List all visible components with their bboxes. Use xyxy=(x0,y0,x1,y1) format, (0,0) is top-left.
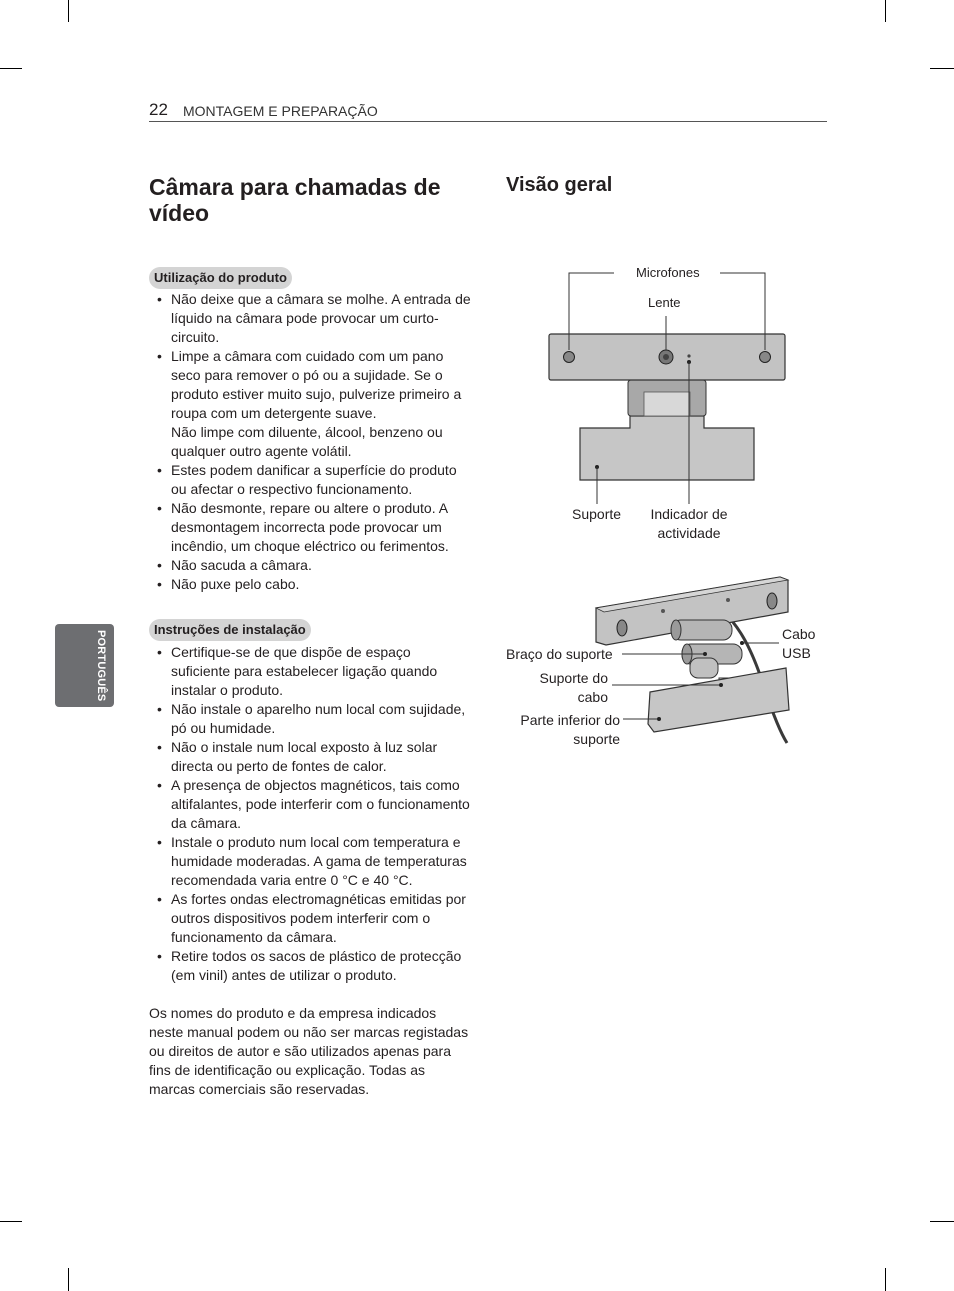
label-line: Parte inferior do xyxy=(520,712,620,728)
label-line: Cabo xyxy=(782,626,816,642)
list-item: • Não puxe pelo cabo. xyxy=(149,575,471,594)
label-microphones: Microfones xyxy=(636,265,700,280)
list-item: • Estes podem danificar a superfície do produto ou afectar o respectivo funcionamento. xyxy=(149,461,471,499)
list-item: • Não deixe que a câmara se molhe. A entrada de líquido na câmara pode provocar um curto-circuito. xyxy=(149,290,471,347)
list-item: • Não o instale num local exposto à luz solar directa ou perto de fontes de calor. xyxy=(149,738,471,776)
list-item: • Não instale o aparelho num local com sujidade, pó ou humidade. xyxy=(149,700,471,738)
list-item: • A presença de objectos magnéticos, tais como altifalantes, pode interferir com o funcionamento da câmara. xyxy=(149,776,471,833)
page-title: Câmara para chamadas de vídeo xyxy=(149,174,441,226)
section-title: MONTAGEM E PREPARAÇÃO xyxy=(183,103,378,119)
overview-title: Visão geral xyxy=(506,174,613,196)
list-item-extra: Não limpe com diluente, álcool, benzeno ou qualquer outro agente volátil. xyxy=(171,424,443,459)
usage-heading: Utilização do produto xyxy=(149,267,292,289)
label-line: USB xyxy=(782,645,811,661)
page-number: 22 xyxy=(149,100,168,119)
label-usb-cable xyxy=(782,625,815,663)
label-stand-arm: Braço do suporte xyxy=(506,646,613,662)
install-heading: Instruções de instalação xyxy=(149,619,311,641)
label-line: Suporte do xyxy=(539,670,608,686)
list-item: • Retire todos os sacos de plástico de protecção (em vinil) antes de utilizar o produto. xyxy=(149,947,471,985)
list-item-text: Limpe a câmara com cuidado com um pano seco para remover o pó ou a sujidade. Se o produto estiver muito sujo, pulverize primeiro a roupa com um detergente suave. xyxy=(171,348,462,421)
label-line: Indicador de xyxy=(650,506,728,522)
label-line: suporte xyxy=(573,731,620,747)
label-stand: Suporte xyxy=(572,506,622,522)
label-line: actividade xyxy=(657,525,721,541)
camera-back-view xyxy=(596,577,789,743)
list-item: • Instale o produto num local com temperatura e humidade moderadas. A gama de temperaturas recomendada varia entre 0 °C e 40 °C. xyxy=(149,833,471,890)
label-line: cabo xyxy=(577,689,608,705)
label-lens: Lente xyxy=(648,295,681,310)
list-item: • As fortes ondas electromagnéticas emitidas por outros dispositivos podem interferir com o funcionamento da câmara. xyxy=(149,890,471,947)
trademark-note: Os nomes do produto e da empresa indicados neste manual podem ou não ser marcas registadas ou direitos de autor e são utilizados apenas para fins de identificação ou explicação. Todas as marcas comerciais são reservadas. xyxy=(149,1005,469,1097)
label-cable-holder xyxy=(520,669,608,707)
list-item: • Certifique-se de que dispõe de espaço suficiente para estabelecer ligação quando instalar o produto. xyxy=(149,643,471,700)
list-item: • Não sacuda a câmara. xyxy=(149,556,471,575)
language-tab-label: PORTUGUÊS xyxy=(95,630,107,702)
list-item: • Não desmonte, repare ou altere o produto. A desmontagem incorrecta pode provocar um incêndio, um choque eléctrico ou ferimentos. xyxy=(149,499,471,556)
label-stand-bottom xyxy=(506,711,620,749)
label-activity-indicator xyxy=(640,505,738,543)
